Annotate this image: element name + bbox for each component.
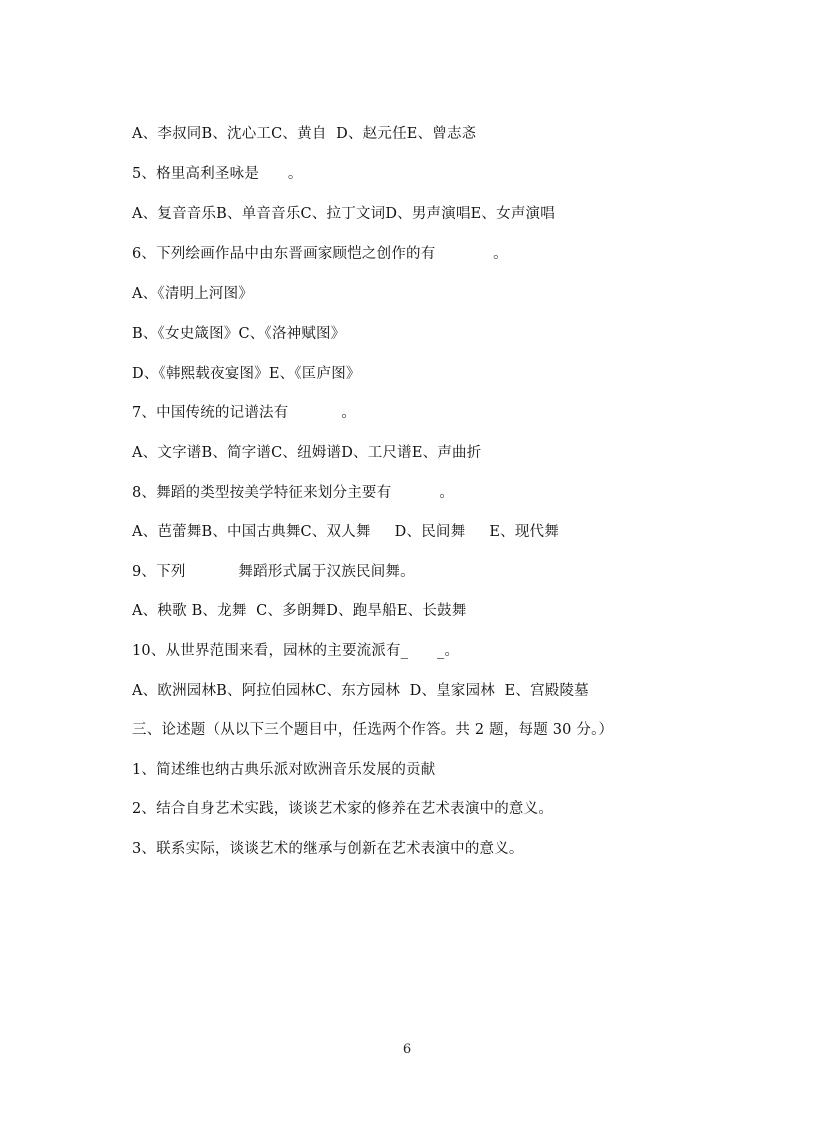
section-heading-essay: 三、论述题（从以下三个题目中，任选两个作答。共 2 题，每题 30 分。）	[132, 722, 614, 738]
answer-option-q6-a: A、《清明上河图》	[132, 286, 254, 302]
answer-options-q7: A、文字谱B、简字谱C、纽姆谱D、工尺谱E、声曲折	[132, 445, 482, 461]
essay-question-1: 1、简述维也纳古典乐派对欧洲音乐发展的贡献	[132, 762, 436, 778]
question-7: 7、中国传统的记谱法有 。	[132, 405, 357, 421]
answer-options-q6-bc: B、《女史箴图》C、《洛神赋图》	[132, 326, 346, 342]
essay-question-2: 2、结合自身艺术实践，谈谈艺术家的修养在艺术表演中的意义。	[132, 801, 554, 817]
question-6: 6、下列绘画作品中由东晋画家顾恺之创作的有 。	[132, 246, 508, 262]
answer-options-q5: A、复音音乐B、单音音乐C、拉丁文词D、男声演唱E、女声演唱	[132, 206, 555, 222]
question-10: 10、从世界范围来看，园林的主要流派有_ _。	[132, 643, 460, 659]
question-8: 8、舞蹈的类型按美学特征来划分主要有 。	[132, 485, 455, 501]
answer-options-q6-de: D、《韩熙载夜宴图》E、《匡庐图》	[132, 366, 361, 382]
question-9: 9、下列 舞蹈形式属于汉族民间舞。	[132, 564, 415, 580]
answer-options-q10: A、欧洲园林B、阿拉伯园林C、东方园林 D、皇家园林 E、宫殿陵墓	[132, 683, 589, 699]
answer-options-q9: A、秧歌 B、龙舞 C、多朗舞D、跑旱船E、长鼓舞	[132, 603, 467, 619]
essay-question-3: 3、联系实际，谈谈艺术的继承与创新在艺术表演中的意义。	[132, 841, 524, 857]
answer-options-q4: A、李叔同B、沈心工C、黄自 D、赵元任E、曾志忞	[132, 126, 477, 142]
page-number: 6	[402, 1042, 412, 1057]
answer-options-q8: A、芭蕾舞B、中国古典舞C、双人舞 D、民间舞 E、现代舞	[132, 524, 559, 540]
question-5: 5、格里高利圣咏是 。	[132, 166, 303, 182]
